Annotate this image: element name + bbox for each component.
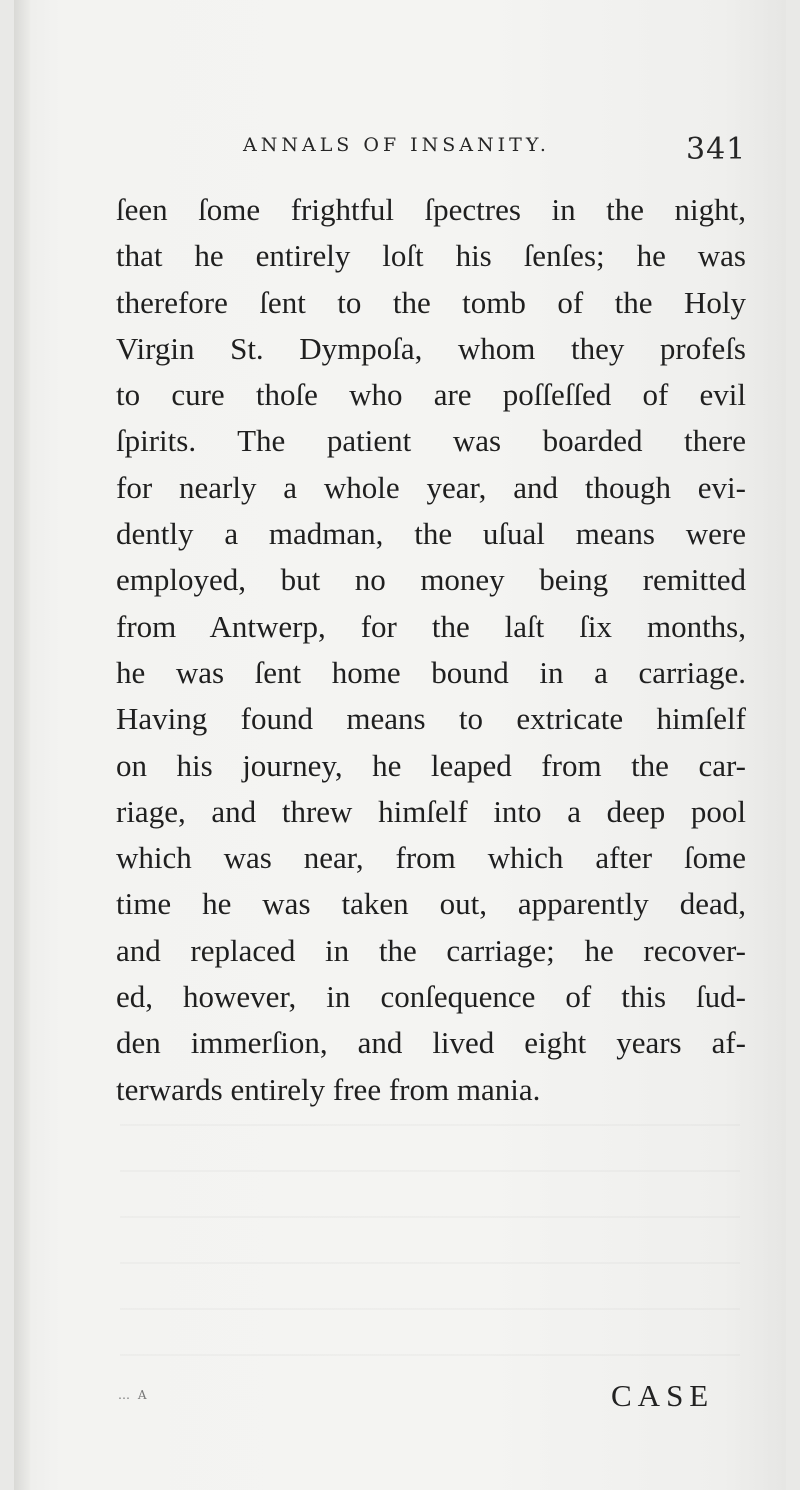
text-line: ed, however, in conſequence of this ſud-: [116, 979, 746, 1015]
text-line: riage, and threw himſelf into a deep pool: [116, 793, 746, 829]
body-text: [116, 187, 746, 1113]
text-line: to cure thoſe who are poſſeſſed of evil: [116, 377, 746, 413]
text-line: time he was taken out, apparently dead,: [116, 886, 746, 922]
text-line: employed, but no money being remitted: [116, 562, 746, 598]
text-line: that he entirely loſt his ſenſes; he was: [116, 238, 746, 274]
text-line: which was near, from which after ſome: [116, 840, 746, 876]
text-line: from Antwerp, for the laſt ſix months,: [116, 608, 746, 644]
text-line: and replaced in the carriage; he recover-: [116, 932, 746, 968]
text-line: therefore ſent to the tomb of the Holy: [116, 284, 746, 320]
signature-mark: … A: [118, 1388, 149, 1402]
text-line: den immerſion, and lived eight years af-: [116, 1025, 746, 1061]
catchword: CASE: [611, 1378, 715, 1413]
text-line: Virgin St. Dympoſa, whom they profeſs: [116, 330, 746, 366]
text-line: Having found means to extricate himſelf: [116, 701, 746, 737]
text-line: on his journey, he leaped from the car-: [116, 747, 746, 783]
text-line: for nearly a whole year, and though evi-: [116, 469, 746, 505]
text-line: ſpirits. The patient was boarded there: [116, 423, 746, 459]
running-head: ANNALS OF INSANITY.: [243, 134, 550, 156]
text-line: terwards entirely free from mania.: [116, 1071, 541, 1107]
text-line: ſeen ſome frightful ſpectres in the night,: [116, 192, 746, 227]
page-number: 341: [686, 132, 747, 167]
page-gutter-shadow: [14, 0, 30, 1490]
show-through-text: [120, 1100, 740, 1360]
text-line: dently a madman, the uſual means were: [116, 516, 746, 552]
text-line: he was ſent home bound in a carriage.: [116, 654, 746, 690]
